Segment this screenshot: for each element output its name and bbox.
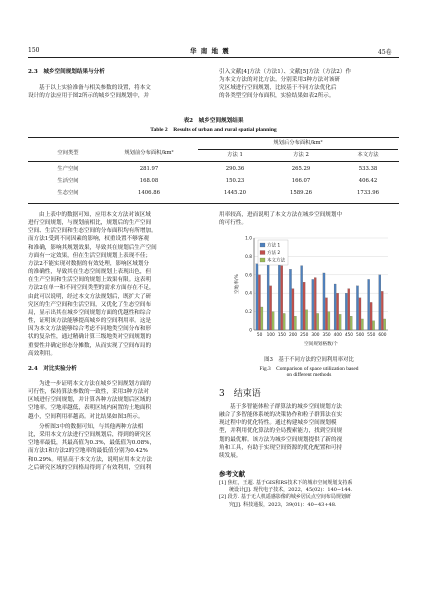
- journal-title: 华 南 地 震: [190, 47, 230, 55]
- bar: [325, 298, 327, 330]
- x-tick-label: 350: [322, 333, 331, 338]
- table-header-before: 规划前分布面积/km²: [124, 150, 174, 156]
- left-paragraph-3: 分析图3中的数据可知，与其他两种方法相 比，采用本文方法进行空间规划后，得到的研究区 空地率最低，其最高值为0.3%，最低值为0.08%， 而方法1和方法2的空地率的最低值分别为0.42% 和0.29%。明显高于本文方法，说明应用本文方法 之后研究区域的空间格局得到了有效利用，空间利: [28, 424, 156, 471]
- y-tick-label: 1.0: [245, 236, 252, 242]
- reference-item: 统设计[J]. 现代电子技术，2022，45(02)：140−144.: [219, 487, 353, 494]
- reference-item: [2] 段芳. 基于无人机遥感影像的城乡居民点空间布局规划研: [219, 494, 351, 501]
- cell-method1: 1445.20: [224, 190, 246, 196]
- legend-swatch: [260, 258, 265, 262]
- y-tick-label: 0.6: [245, 273, 252, 279]
- y-axis-label: 空地率/%: [235, 274, 240, 294]
- bar: [267, 255, 269, 330]
- cell-type: 生态空间: [57, 190, 79, 196]
- bar: [312, 279, 314, 330]
- cell-method2: 1589.26: [290, 190, 312, 196]
- reference-item: 究[J]. 科技通报，2023，39(01)：40−43+48.: [219, 501, 337, 508]
- x-tick-label: 400: [333, 333, 342, 338]
- table-mid-rule: [198, 149, 398, 150]
- table-row: [28, 190, 399, 200]
- legend-label: 本文方法: [267, 258, 285, 264]
- x-tick-label: 300: [311, 333, 320, 338]
- table-subheader-method1: 方法 1: [227, 152, 243, 158]
- bar: [314, 278, 316, 330]
- bar: [356, 286, 358, 330]
- y-tick-label: 0: [249, 328, 252, 334]
- left-paragraph-2: 为进一步证明本文方法在城乡空间规划方面的 可行性，保持算法参数的一致性，采用3种方法对 区域进行空间规划，并计算各种方法规划后区域的 空地率。空地率越低，表明区域内闲置的土地面积 越小，空间利用率越高。对比结果如图3所示。: [28, 381, 152, 420]
- bar: [292, 289, 294, 330]
- legend-swatch: [260, 243, 265, 247]
- section-title-2-3: 2.3 城乡空间规划结果与分析: [28, 69, 105, 75]
- legend-label: 方法 2: [267, 251, 281, 257]
- bar: [272, 312, 274, 330]
- table-row: [28, 166, 399, 176]
- y-tick-label: 0.8: [245, 254, 252, 260]
- cell-method2: 166.07: [291, 178, 311, 184]
- section-title-3: 3 结束语: [219, 389, 261, 399]
- bar: [256, 264, 258, 330]
- bar: [372, 321, 374, 330]
- legend-swatch: [260, 251, 265, 255]
- bar: [289, 269, 291, 330]
- table-bottom-rule: [28, 203, 399, 204]
- x-tick-label: 200: [288, 333, 298, 338]
- figure-caption-en-2: on different methods: [286, 372, 332, 378]
- cell-ours: 1733.96: [357, 190, 379, 196]
- reference-item: [1] 焦红，王超. 基于GIS和RS技术下的城市空间规划支持系: [219, 480, 353, 486]
- table-header-rule: [28, 161, 399, 162]
- cell-ours: 406.42: [358, 178, 378, 184]
- right-top-paragraph: 引入文献[4]方法（方法1）、文献[5]方法（方法2）作 为本文方法的对比方法。分别采用3种方法对该研 究区域进行空间规划，比较基于不同方法优化后 的各类型空间分布面积，实验结果如表2所示。: [219, 69, 352, 100]
- table-header-type: 空间类型: [57, 150, 79, 156]
- table-caption-cn: 表2 城乡空间规划结果: [183, 118, 244, 124]
- bar: [368, 279, 370, 330]
- bar: [379, 275, 381, 330]
- bar: [359, 298, 361, 330]
- bar: [328, 312, 330, 330]
- x-tick-label: 500: [355, 333, 365, 338]
- bar: [384, 319, 386, 330]
- left-top-paragraph: 基于以上实验准备与相关参数的设置，将本文 设计的方法应用于图2所示的城乡空间规划中，并: [28, 85, 151, 100]
- right-paragraph-1: 用率较高，进而说明了本文方法在城乡空间规划中 的可行性。: [219, 212, 343, 227]
- bar: [350, 316, 352, 330]
- x-tick-label: 600: [378, 333, 387, 338]
- table-row: [28, 178, 399, 188]
- x-axis-label: 空间规划格数/个: [304, 342, 338, 347]
- references-title: 参考文献: [219, 470, 245, 478]
- figure-caption-en-1: Fig.3 Comparison of space utilization based: [259, 366, 359, 372]
- bar: [305, 310, 307, 330]
- volume-label: 45卷: [378, 49, 392, 56]
- bar: [323, 273, 325, 330]
- cell-method1: 290.36: [225, 166, 245, 172]
- bar: [261, 307, 263, 330]
- bar: [370, 302, 372, 330]
- bar: [361, 319, 363, 330]
- x-tick-label: 550: [367, 333, 376, 338]
- cell-before: 1406.86: [138, 190, 160, 196]
- bar: [258, 275, 260, 330]
- bar: [337, 293, 339, 330]
- references-list: [219, 480, 399, 509]
- bar: [281, 266, 283, 330]
- bar: [283, 313, 285, 330]
- bar: [303, 282, 305, 330]
- bar: [381, 291, 383, 330]
- legend-label: 方法 1: [267, 243, 281, 249]
- bar: [334, 284, 336, 330]
- bar: [345, 293, 347, 330]
- x-tick-label: 250: [300, 333, 309, 338]
- page-number: 150: [28, 47, 40, 54]
- bar: [348, 289, 350, 330]
- x-tick-label: 50: [256, 333, 263, 338]
- results-table: [28, 134, 399, 208]
- left-paragraph-1: 由上表中的数据可知，应用本文方法对该区域 进行空间规划，与规划前相比，规划后的生产空间 空间、生活空间和生态空间的分布面积均有所增加。 而方法1受到不同因素的影响，权重设置不够客观 和准确，影响其规划效果，导致其在规划后生产空间 方面有一定效果，但在生活空间规划上表现不佳； 方法2不能实现对数据的有效处理，影响区域划分 的准确性，导致其在生态空间规划上表现出色，但 在生产空间和生活空间的规划上效果有限。这表明 方法2在单一和不同空间类型的需求方面存在不足， 由此可以说明，经过本文方法规划后，既扩大了研 究区的生产空间和生活空间，又优化了生态空间布 局，显示出其在城乡空间规划方面的优越性和综合 性，证明该方法能够提高城乡的空间利用率。这是 因为本文方法能够综合考虑不同地类空间分布和形 状的复杂性，通过精确计算三级地类对空间规划的 重要性并确定形态分摊数，从而实现了空间布局的 高效利用。: [28, 212, 157, 357]
- table-subheader-ours: 本文方法: [357, 152, 379, 158]
- y-tick-label: 0.4: [245, 291, 252, 297]
- bar: [339, 314, 341, 330]
- header-rule: [28, 57, 399, 58]
- bar: [301, 266, 303, 330]
- bar: [294, 316, 296, 330]
- y-tick-label: 0.2: [245, 310, 252, 316]
- cell-before: 168.08: [139, 178, 159, 184]
- x-tick-label: 150: [277, 333, 287, 338]
- figure-caption-cn: 图3 基于不同方法的空间利用率对比: [264, 357, 354, 363]
- cell-ours: 533.38: [358, 166, 378, 172]
- cell-method2: 265.29: [291, 166, 311, 172]
- cell-before: 281.97: [139, 166, 159, 172]
- section-title-2-4: 2.4 对比实验分析: [28, 366, 77, 372]
- table-caption-en: Table 2 Results of urban and rural spatial planning: [150, 127, 277, 133]
- cell-method1: 150.23: [225, 178, 245, 184]
- table-top-rule: [28, 137, 399, 138]
- right-paragraph-2: 基于多智能体粒子群算法的城乡空间规划方法 融合了多智能体系统的决策协作和粒子群算法在实 现过程中的优化特性。通过构建城乡空间规划模 型，并利用优化算法的全局搜索能力，找到空间规 划的最优解。该方法为城乡空间规划提供了新的视 角和工具，有助于实现空间资源的优化配置和可持 续发展。: [219, 404, 343, 459]
- bar: [270, 286, 272, 330]
- x-tick-label: 100: [266, 333, 275, 338]
- table-subheader-method2: 方法 2: [293, 152, 309, 158]
- cell-type: 生产空间: [57, 166, 79, 172]
- x-tick-label: 450: [344, 333, 354, 338]
- bar: [317, 313, 319, 330]
- table-header-after: 规划后分布面积/km²: [273, 140, 323, 146]
- space-utilization-bar-chart: [232, 232, 392, 352]
- cell-type: 生活空间: [57, 178, 79, 184]
